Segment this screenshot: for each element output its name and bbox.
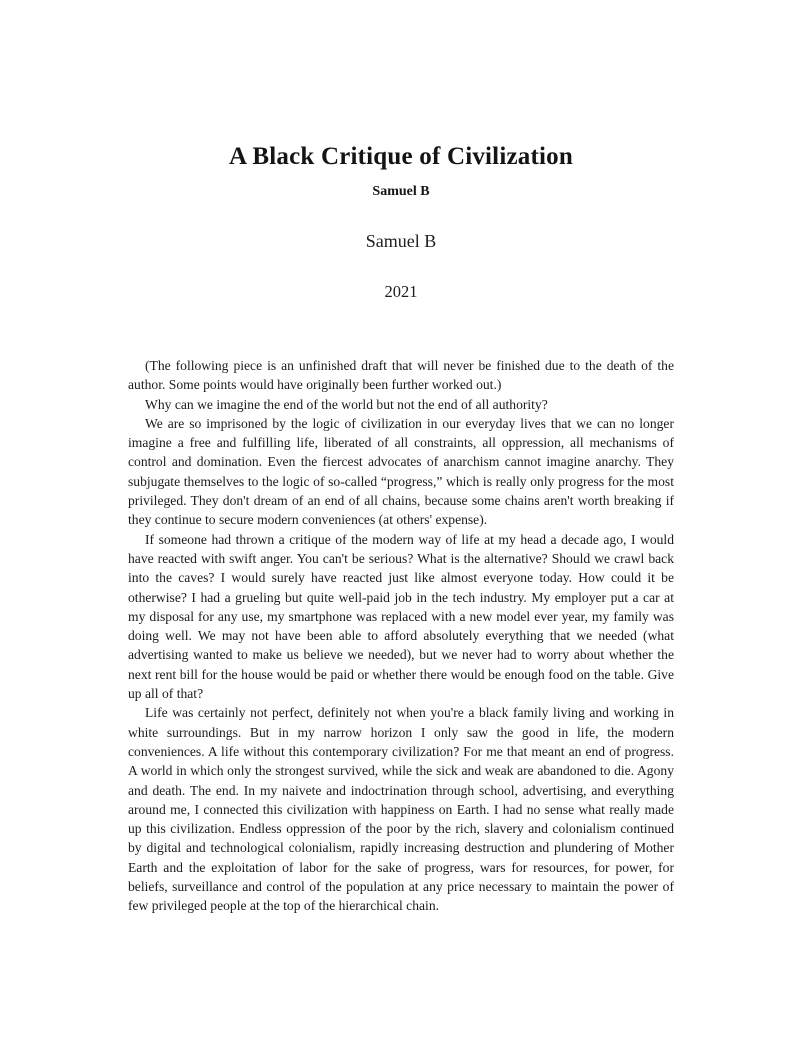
paragraph-preface-note: (The following piece is an unfinished draft that will never be finished due to the death of the author. Some points would have originally been further worked out.) [128,358,674,393]
paragraph-opening-question: Why can we imagine the end of the world but not the end of all authority? [145,396,548,412]
paragraph-decade-ago: If someone had thrown a critique of the modern way of life at my head a decade ago, I would have reacted with swift anger. You can't be serious? What is the alternative? Should we crawl back into the caves? I would surely have reacted just like almost everyone today. How could it be otherwise? I had a grueling but quite well-paid job in the tech industry. My employer put a car at my disposal for any use, my smartphone was replaced with a new model ever year, my family was doing well. We may not have been able to afford absolutely everything that we needed (what advertising wanted to make us believe we needed), but we never had to worry about whether the next rent bill for the house would be paid or whether there would be enough food on the table. Give up all of that? [128,531,674,702]
document-body [128,356,674,916]
publication-year: 2021 [384,282,418,301]
author-name: Samuel B [365,231,437,251]
author-heading: Samuel B [372,184,430,199]
paragraph-imprisoned-by-logic: We are so imprisoned by the logic of civilization in our everyday lives that we can no longer imagine a free and fulfilling life, liberated of all constraints, all oppression, all mechanisms of control and domination. Even the fiercest advocates of anarchism cannot imagine anarchy. They subjugate themselves to the logic of so-called “progress,” which is really only progress for the most privileged. They don't dream of an end of all chains, because some chains aren't worth breaking if they continue to secure modern conveniences (at others' expense). [128,415,674,528]
paragraph-life-not-perfect: Life was certainly not perfect, definitely not when you're a black family living and working in white surroundings. But in my narrow horizon I only saw the good in life, the modern conveniences. A life without this contemporary civilization? For me that meant an end of progress. A world in which only the strongest survived, while the sick and weak are abandoned to die. Agony and death. The end. In my naivete and indoctrination through school, advertising, and everything around me, I connected this civilization with happiness on Earth. I had no sense what really made up this civilization. Endless oppression of the poor by the rich, slavery and colonialism continued by digital and technological colonialism, rapidly increasing destruction and plundering of Mother Earth and the exploitation of labor for the sake of progress, wars for resources, for power, for beliefs, surveillance and control of the population at any price necessary to maintain the power of few privileged people at the top of the hierarchical chain. [128,705,674,914]
document-title: A Black Critique of Civilization [229,143,573,170]
